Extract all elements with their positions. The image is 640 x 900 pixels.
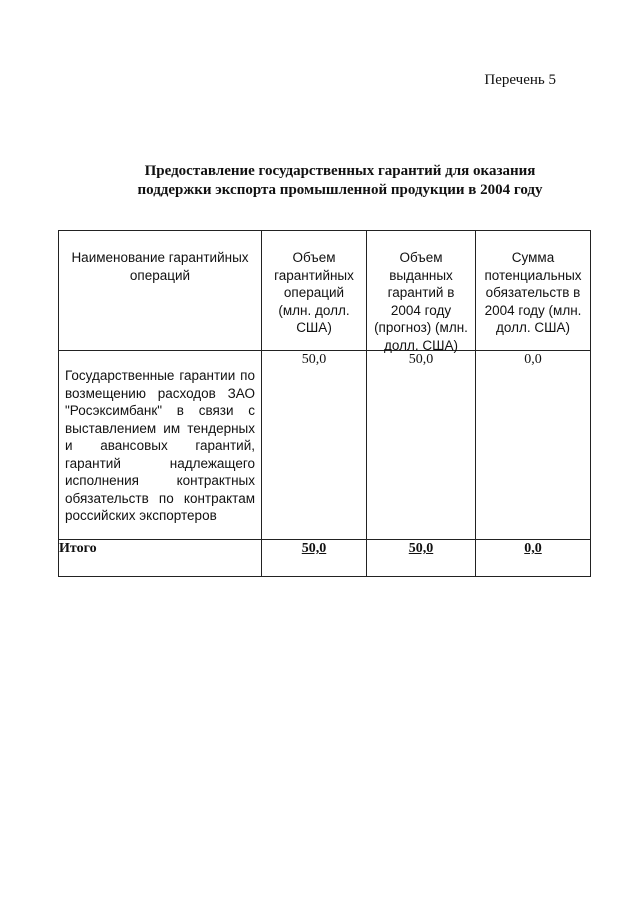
total-obligations: 0,0 [524, 541, 542, 556]
operation-obligations: 0,0 [476, 351, 591, 540]
header-cell-volume [262, 231, 367, 351]
document-title [100, 162, 580, 200]
total-obligations-cell [476, 540, 591, 577]
total-label: Итого [59, 540, 262, 577]
total-row [59, 540, 591, 577]
header-cell-issued [367, 231, 476, 351]
list-number-label: Перечень 5 [484, 72, 556, 88]
document-title-line-2: поддержки экспорта промышленной продукции в 2004 году [137, 182, 543, 198]
total-issued-cell [367, 540, 476, 577]
document-title-line-1: Предоставление государственных гарантий для оказания [144, 163, 536, 179]
row-cell-name [59, 351, 262, 540]
header-cell-obligations [476, 231, 591, 351]
table-header-row [59, 231, 591, 351]
total-issued: 50,0 [408, 541, 434, 556]
header-cell-operation-name [59, 231, 262, 351]
total-volume-cell [262, 540, 367, 577]
header-potential-obligations: Сумма потенциальных обязательств в 2004 году (млн. долл. США) [484, 250, 582, 335]
total-volume: 50,0 [301, 541, 327, 556]
table-row [59, 351, 591, 540]
header-guarantee-volume: Объем гарантийных операций (млн. долл. США) [274, 250, 354, 335]
operation-issued: 50,0 [367, 351, 476, 540]
operation-volume: 50,0 [262, 351, 367, 540]
operation-name: Государственные гарантии по возмещению расходов ЗАО "Росэксимбанк" в связи с выставлением им тендерных и авансовых гарантий, гарантий надлежащего исполнения контрактных обязательств по контрактам российских экспортеров [65, 368, 255, 523]
header-issued-guarantees: Объем выданных гарантий в 2004 году (прогноз) (млн. долл. США) [374, 250, 468, 353]
guarantees-table [58, 230, 591, 577]
header-operation-name: Наименование гарантийных операций [71, 250, 249, 283]
